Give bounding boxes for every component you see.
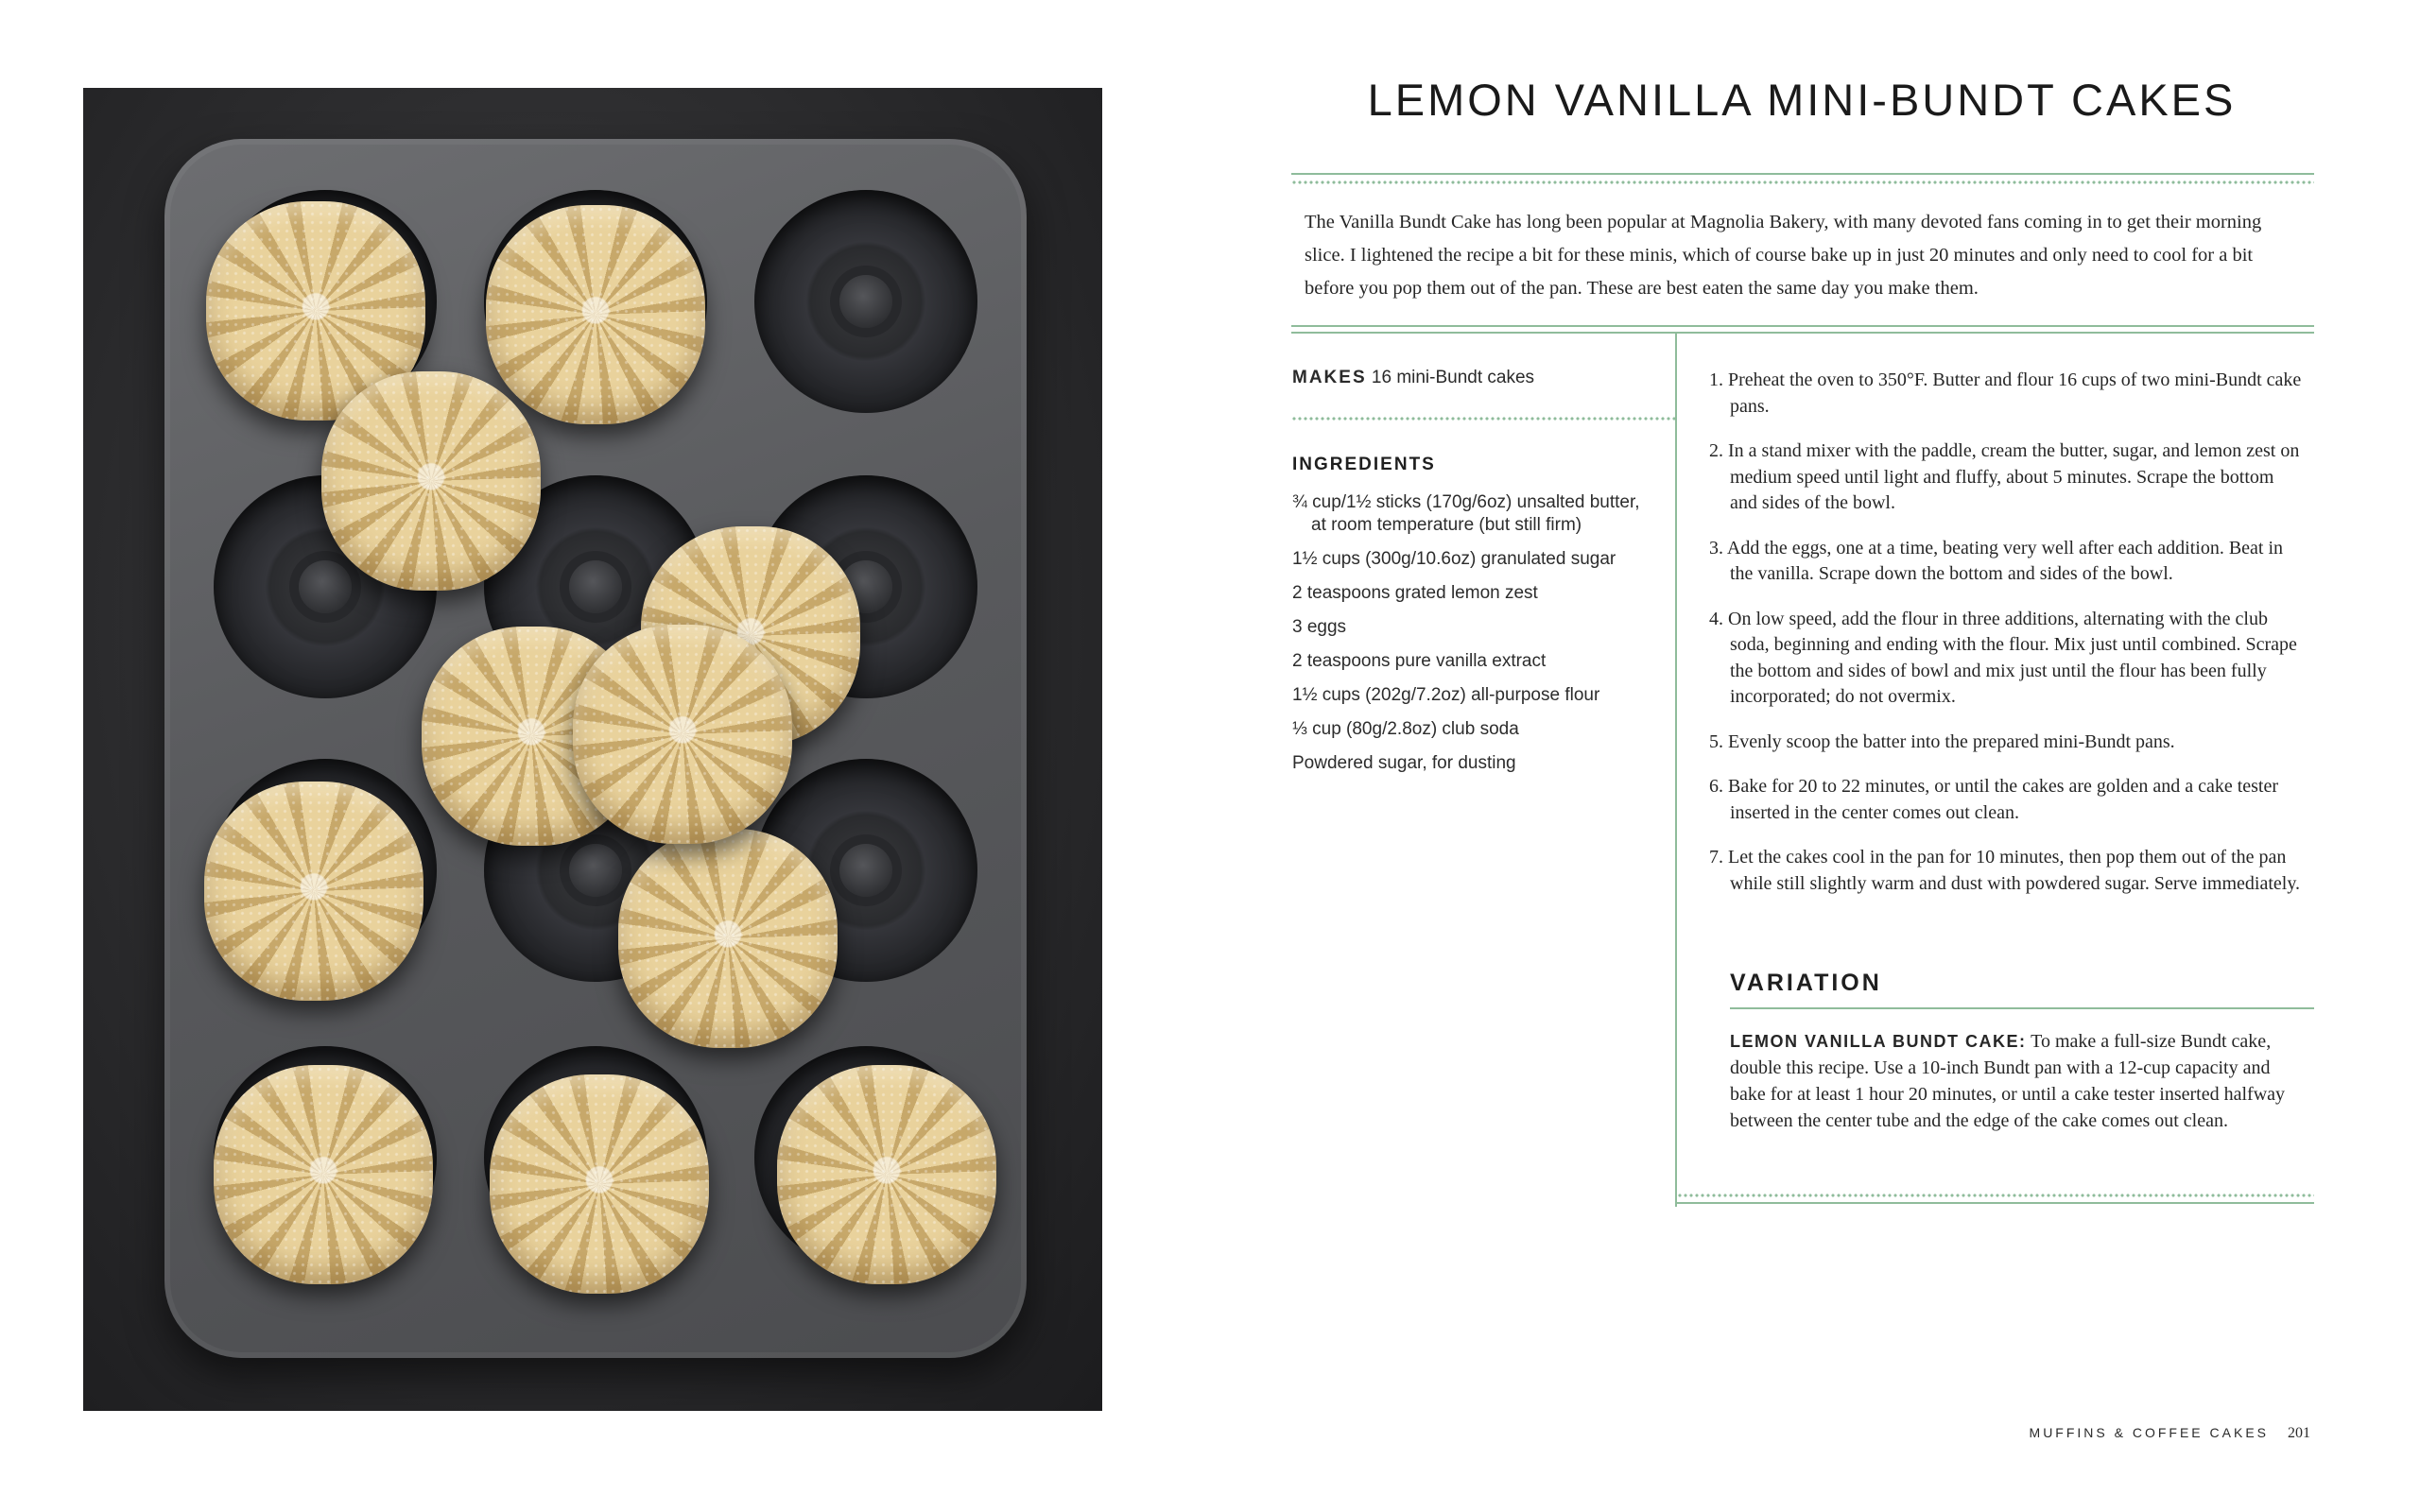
variation-rule bbox=[1730, 1007, 2314, 1009]
recipe-photo bbox=[83, 88, 1102, 1411]
bottom-rule bbox=[1675, 1202, 2314, 1204]
recipe-intro: The Vanilla Bundt Cake has long been popular at Magnolia Bakery, with many devoted fans coming in to get their morning slice. I lightened the recipe a bit for these minis, which of course bake up in just 20 minutes and only need to cool for a bit before you pop them out of the pan. These are best eaten the same day you make them. bbox=[1305, 212, 2262, 299]
bundt-cake bbox=[490, 1074, 709, 1294]
method-step: 1. Preheat the oven to 350°F. Butter and flour 16 cups of two mini-Bundt cake pans. bbox=[1709, 369, 2302, 417]
intro-bottom-rule-2 bbox=[1291, 332, 2314, 334]
variation-heading: VARIATION bbox=[1730, 970, 1882, 996]
footer-section: MUFFINS & COFFEE CAKES bbox=[2029, 1425, 2269, 1440]
bundt-cake bbox=[214, 1065, 433, 1284]
method-step: 7. Let the cakes cool in the pan for 10 minutes, then pop them out of the pan while still slightly warm and dust with powdered sugar. Serve immediately. bbox=[1709, 847, 2301, 894]
method-step: 4. On low speed, add the flour in three additions, alternating with the club soda, beginning and ending with the flour. Mix just until combined. Scrape the bottom and sides of bowl and mix just until the flour has been fully incorporated; do not overmix. bbox=[1709, 608, 2297, 707]
ingredient-item: 2 teaspoons grated lemon zest bbox=[1292, 583, 1538, 603]
page-footer bbox=[2030, 1425, 2310, 1442]
ingredient-item: ¾ cup/1½ sticks (170g/6oz) unsalted butter, at room temperature (but still firm) bbox=[1292, 492, 1640, 535]
ingredients-list bbox=[1292, 491, 1642, 786]
intro-top-dotted-rule bbox=[1291, 180, 2314, 185]
method-step: 2. In a stand mixer with the paddle, cream the butter, sugar, and lemon zest on medium speed until light and fluffy, about 5 minutes. Scrape the bottom and sides of the bowl. bbox=[1709, 440, 2300, 513]
pan-cup bbox=[754, 190, 977, 413]
method-step: 5. Evenly scoop the batter into the prepared mini-Bundt pans. bbox=[1709, 730, 2175, 752]
page-number: 201 bbox=[2288, 1425, 2310, 1441]
bundt-cake bbox=[573, 625, 792, 844]
bundt-cake bbox=[486, 205, 705, 424]
ingredient-item: 2 teaspoons pure vanilla extract bbox=[1292, 651, 1547, 671]
ingredient-item: Powdered sugar, for dusting bbox=[1292, 753, 1516, 773]
method-steps bbox=[1709, 368, 2305, 916]
variation-text-block bbox=[1730, 1028, 2288, 1134]
ingredient-item: 3 eggs bbox=[1292, 617, 1347, 637]
ingredient-item: 1½ cups (300g/10.6oz) granulated sugar bbox=[1292, 549, 1616, 569]
ingredient-item: 1½ cups (202g/7.2oz) all-purpose flour bbox=[1292, 685, 1600, 705]
intro-top-rule bbox=[1291, 173, 2314, 175]
bundt-cake bbox=[618, 829, 838, 1048]
ingredient-item: ⅓ cup (80g/2.8oz) club soda bbox=[1292, 719, 1519, 739]
bundt-cake bbox=[321, 371, 541, 591]
ingredients-heading: INGREDIENTS bbox=[1292, 455, 1436, 474]
makes-value: 16 mini-Bundt cakes bbox=[1371, 368, 1535, 387]
variation-lead: LEMON VANILLA BUNDT CAKE: bbox=[1730, 1032, 2027, 1051]
method-step: 6. Bake for 20 to 22 minutes, or until the cakes are golden and a cake tester inserted in the center comes out clean. bbox=[1709, 776, 2279, 823]
recipe-title: LEMON VANILLA MINI-BUNDT CAKES bbox=[1367, 75, 2237, 125]
bottom-dotted-rule bbox=[1677, 1193, 2314, 1198]
makes-line bbox=[1292, 368, 1534, 388]
bundt-cake bbox=[204, 782, 424, 1001]
intro-bottom-rule bbox=[1291, 325, 2314, 327]
mini-bundt-pan bbox=[164, 139, 1027, 1358]
variation-text: To make a full-size Bundt cake, double this recipe. Use a 10-inch Bundt pan with a 12-cup capacity and bake for at least 1 hour 20 minutes, or until a cake tester inserted halfway between the center tube and the edge of the cake comes out clean. bbox=[1730, 1031, 2286, 1131]
column-divider bbox=[1675, 334, 1677, 1207]
bundt-cake bbox=[777, 1065, 996, 1284]
makes-label: MAKES bbox=[1292, 368, 1367, 387]
makes-dotted-rule bbox=[1291, 416, 1675, 421]
method-step: 3. Add the eggs, one at a time, beating very well after each addition. Beat in the vanilla. Scrape down the bottom and sides of the bowl. bbox=[1709, 537, 2284, 584]
